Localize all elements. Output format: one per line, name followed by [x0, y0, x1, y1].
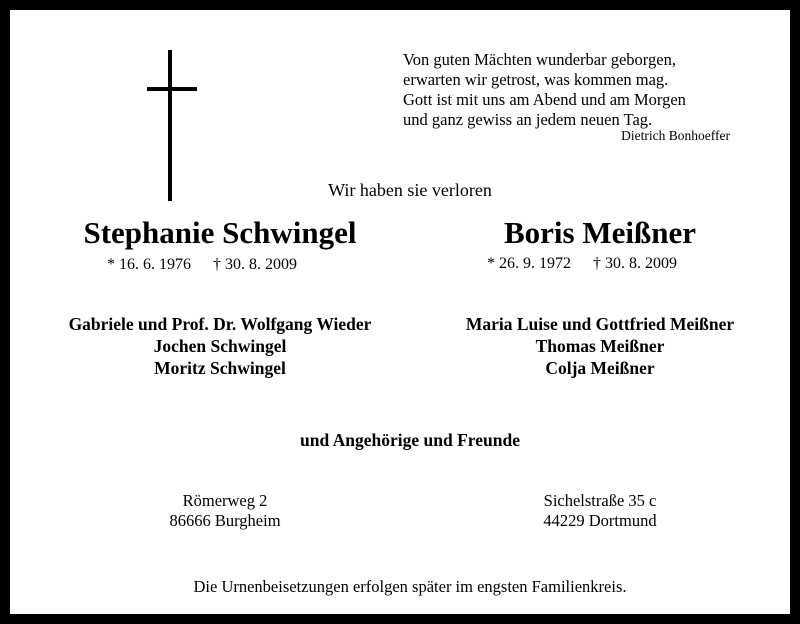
deceased-name-1: Stephanie Schwingel [83, 215, 357, 250]
address-1 [110, 491, 340, 531]
family-member: Thomas Meißner [535, 336, 665, 356]
death-date: † 30. 8. 2009 [213, 256, 297, 273]
relatives-line: und Angehörige und Freunde [300, 430, 520, 450]
deceased-dates-2 [487, 255, 677, 273]
death-date: † 30. 8. 2009 [593, 255, 677, 272]
deceased-dates-1 [107, 256, 297, 274]
family-member: Colja Meißner [545, 358, 655, 378]
family-member: Moritz Schwingel [154, 358, 286, 378]
intro-text: Wir haben sie verloren [328, 180, 492, 200]
poem-line: und ganz gewiss an jedem neuen Tag. [403, 110, 653, 129]
poem-line: Von guten Mächten wunderbar geborgen, [403, 50, 676, 69]
birth-date: * 26. 9. 1972 [487, 255, 571, 272]
family-list-2 [410, 313, 790, 379]
deceased-name-2: Boris Meißner [504, 215, 696, 250]
cross-horizontal-bar [147, 87, 197, 91]
family-list-1 [30, 313, 410, 379]
address-city: 44229 Dortmund [543, 511, 657, 530]
family-member: Maria Luise und Gottfried Meißner [465, 314, 735, 334]
poem-author: Dietrich Bonhoeffer [621, 128, 730, 143]
family-member: Jochen Schwingel [153, 336, 287, 356]
poem-line: Gott ist mit uns am Abend und am Morgen [403, 90, 686, 109]
address-street: Römerweg 2 [182, 491, 268, 510]
poem-line: erwarten wir getrost, was kommen mag. [403, 70, 669, 89]
address-street: Sichelstraße 35 c [543, 491, 657, 510]
poem [403, 50, 686, 130]
address-city: 86666 Burgheim [169, 511, 281, 530]
address-2 [485, 491, 715, 531]
birth-date: * 16. 6. 1976 [107, 256, 191, 273]
closing-note: Die Urnenbeisetzungen erfolgen später im engsten Familienkreis. [193, 577, 627, 596]
family-member: Gabriele und Prof. Dr. Wolfgang Wieder [68, 314, 372, 334]
cross-vertical-bar [168, 50, 172, 201]
